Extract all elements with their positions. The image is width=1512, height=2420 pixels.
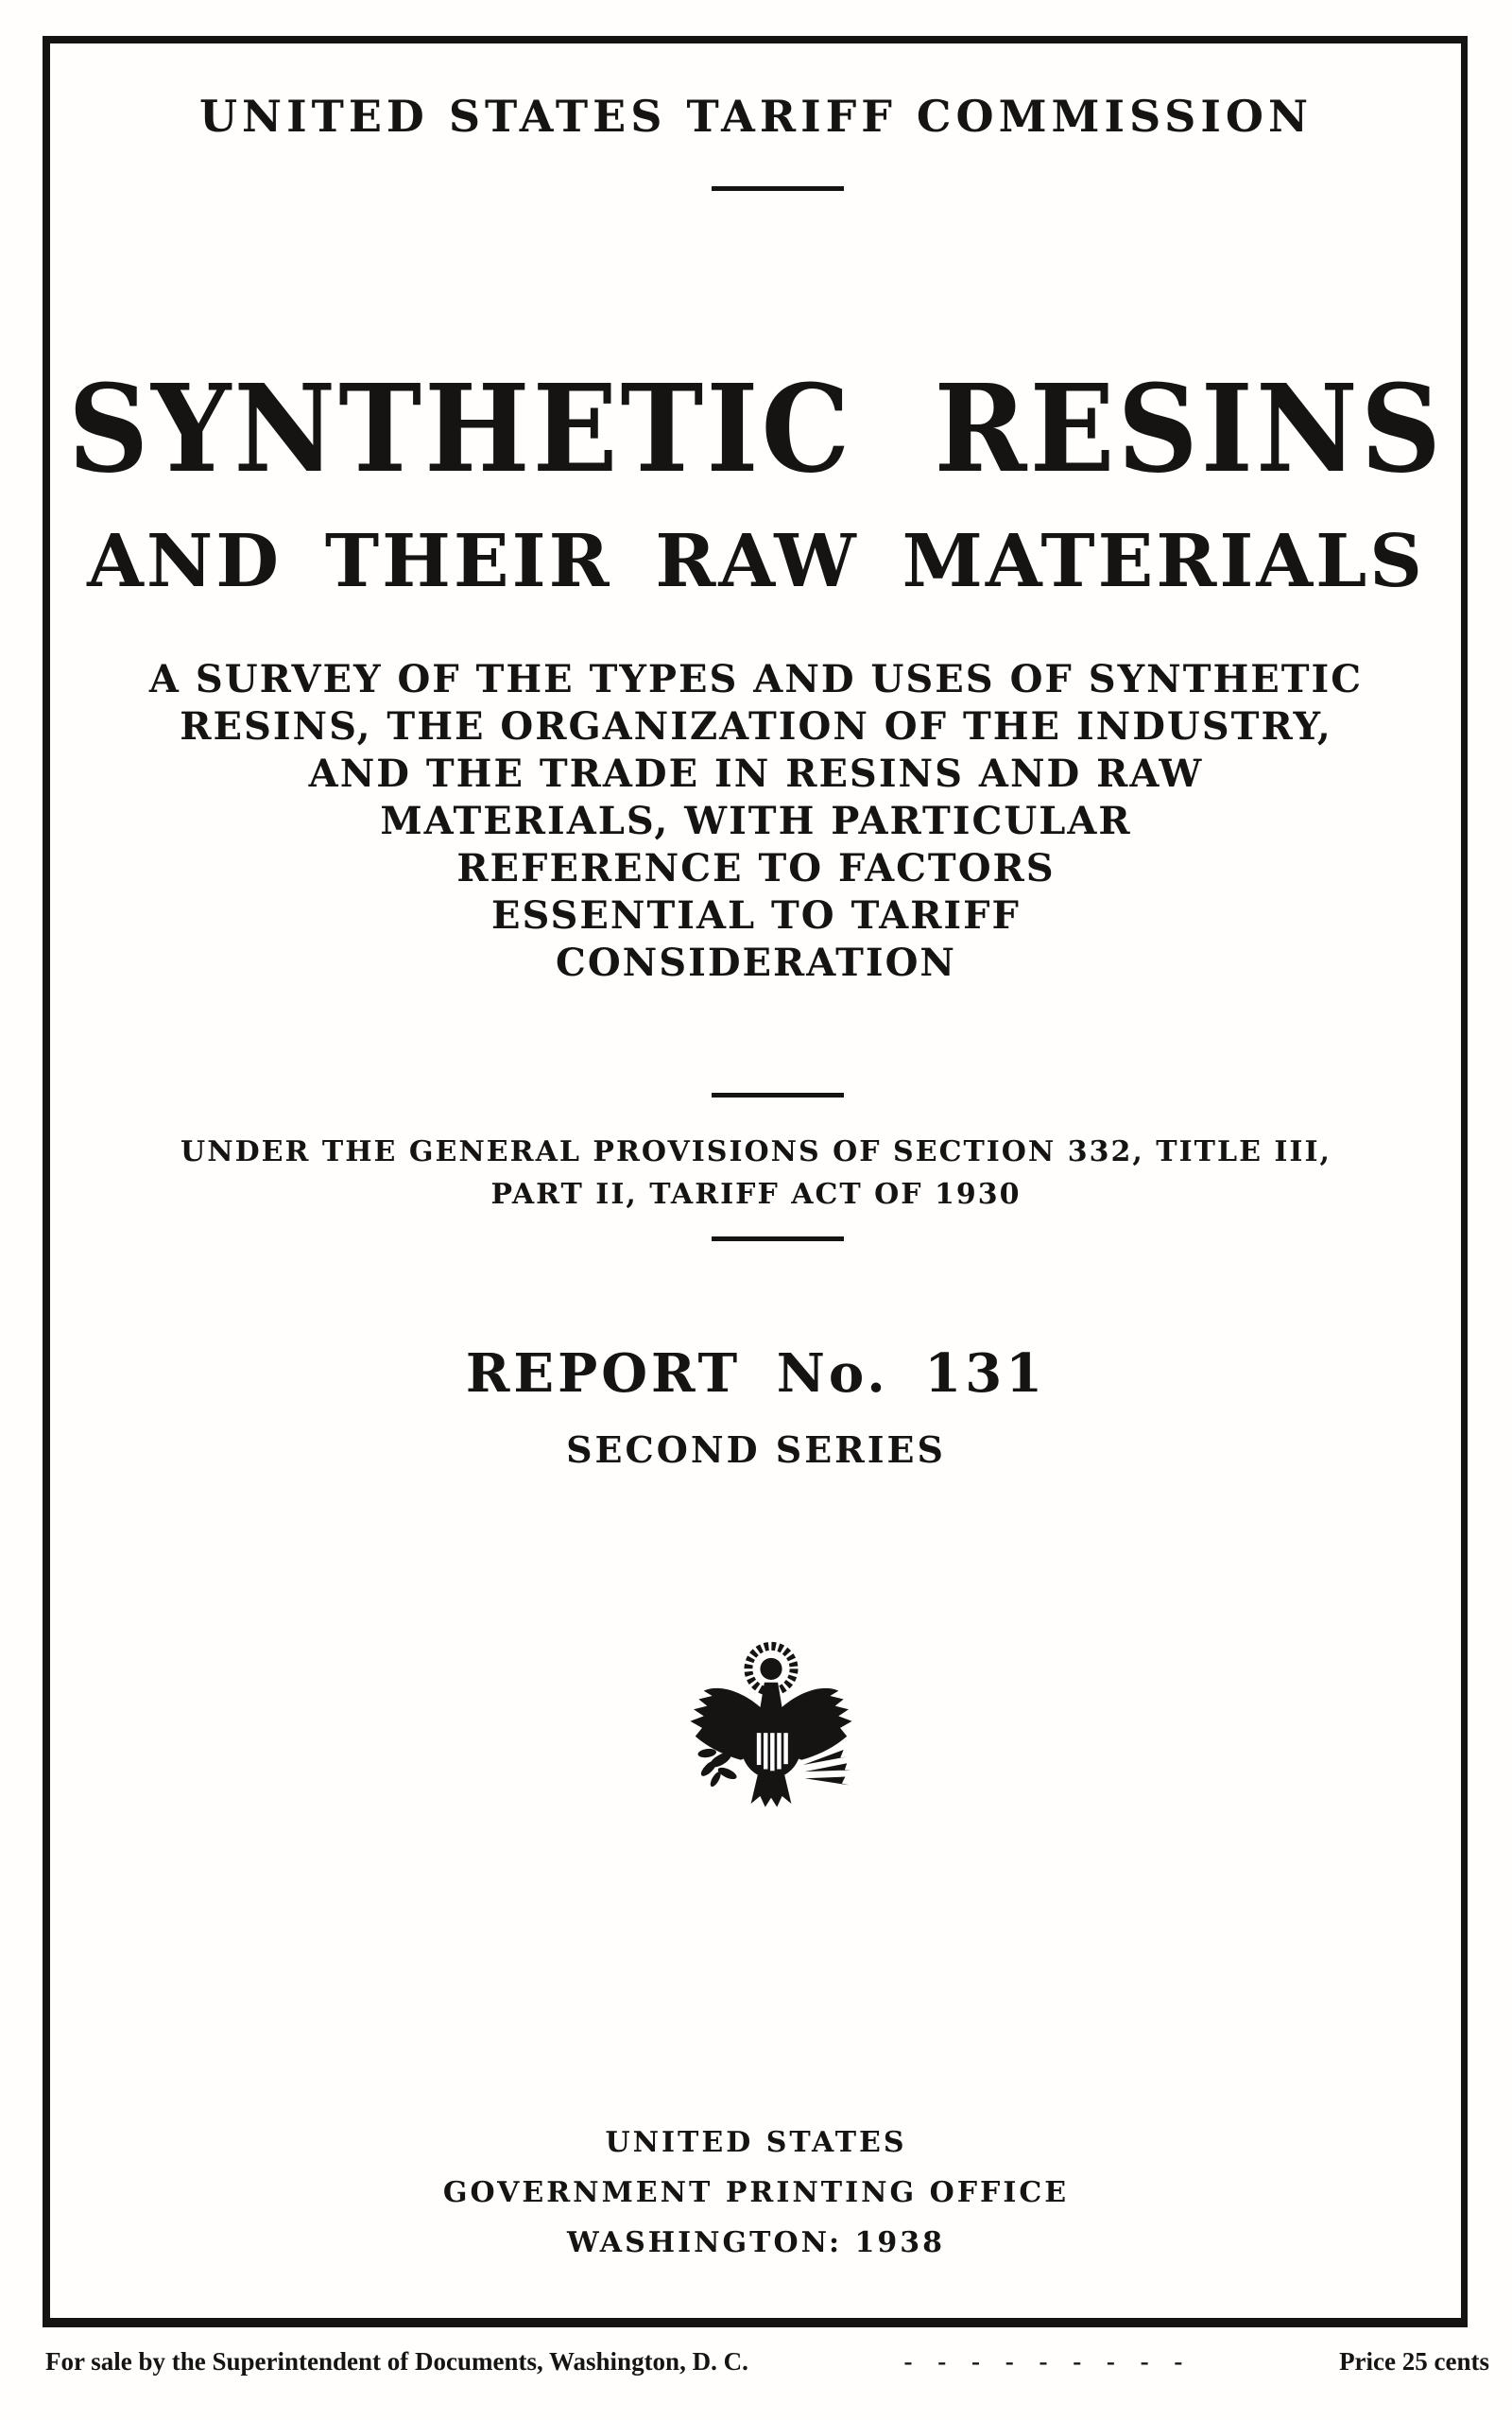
imprint-line3: WASHINGTON: 1938 [567, 2226, 945, 2259]
subtitle-line: A SURVEY OF THE TYPES AND USES OF SYNTHETIC [148, 657, 1364, 701]
price-label: Price 25 cents [1339, 2347, 1489, 2376]
divider-under-header [712, 186, 844, 191]
divider-below-provisions [712, 1236, 844, 1241]
subtitle-line: MATERIALS, WITH PARTICULAR [380, 799, 1132, 843]
subtitle-line: RESINS, THE ORGANIZATION OF THE INDUSTRY, [180, 704, 1332, 749]
subtitle-line: REFERENCE TO FACTORS [456, 846, 1056, 890]
report-number: REPORT No. 131 [465, 1342, 1047, 1405]
imprint-line2: GOVERNMENT PRINTING OFFICE [442, 2176, 1070, 2209]
subtitle-line: AND THE TRADE IN RESINS AND RAW [308, 752, 1204, 796]
provisions-line1: UNDER THE GENERAL PROVISIONS OF SECTION 332, TITLE III, [180, 1135, 1332, 1168]
divider-above-provisions [712, 1093, 844, 1098]
imprint-block [0, 2118, 1512, 2268]
main-title-line1: SYNTHETIC RESINS [67, 357, 1445, 500]
sale-note [45, 2346, 1489, 2377]
provisions-block [0, 1131, 1512, 1216]
subtitle-line: CONSIDERATION [556, 941, 956, 985]
provisions-line2: PART II, TARIFF ACT OF 1930 [490, 1178, 1022, 1211]
subtitle-block [0, 656, 1512, 987]
series-label: SECOND SERIES [566, 1428, 946, 1471]
imprint-line1: UNITED STATES [605, 2126, 907, 2159]
subtitle-line: ESSENTIAL TO TARIFF [491, 893, 1021, 938]
main-title-line2: AND THEIR RAW MATERIALS [87, 519, 1425, 604]
sale-note-dashes: - - - - - - - - - [903, 2347, 1184, 2376]
great-seal-eagle-icon [677, 1634, 866, 1827]
commission-header: UNITED STATES TARIFF COMMISSION [198, 91, 1314, 142]
sale-note-text: For sale by the Superintendent of Documents, Washington, D. C. [45, 2347, 748, 2376]
